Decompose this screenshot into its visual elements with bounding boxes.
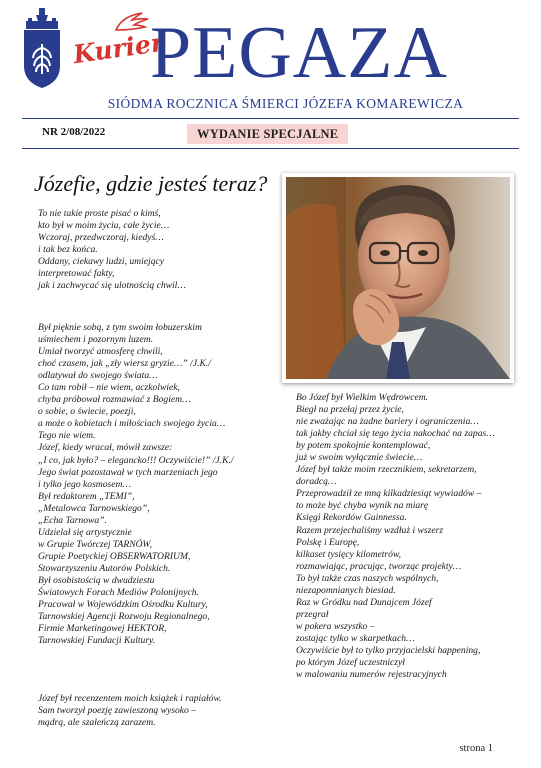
poem-line: uśmiechem i pozornym luzem. [38,334,154,346]
masthead-script-word: Kurier [71,27,166,70]
poem-line: rozmawiając, pracując, tworząc projekty… [296,560,462,572]
portrait-photo-frame [282,173,514,383]
poem-stanza-3 [38,693,222,729]
poem-line: Tarnowskiej Fundacji Kultury. [38,635,156,647]
divider-line [22,148,519,149]
poem-line: Światowych Forach Mediów Polonijnych. [38,587,199,599]
poem-line: nie zważając na żadne bariery i ograniczenia… [296,416,479,428]
poem-stanza-4 [296,392,495,681]
poem-line: To nie takie proste pisać o kimś, [38,208,161,219]
poem-line: Razem przejechaliśmy wzdłuż i wszerz [296,524,444,536]
poem-line: i tylko jego kosmosem… [38,478,131,490]
poem-stanza-1 [38,208,186,292]
poem-line: a może o kobietach i miłościach swojego życia… [38,418,226,430]
poem-line: Tarnowskiej Agencji Rozwoju Regionalnego, [38,611,210,623]
poem-line: o sobie, o świecie, poezji, [38,406,136,418]
poem-line: już w swoim wyłącznie świecie… [296,452,423,464]
poem-line: Grupie Poetyckiej OBSERWATORIUM, [38,550,191,562]
poem-line: Polskę i Europę, [296,536,360,548]
poem-line: Był osobistością w dwudziestu [38,574,155,586]
poem-line: przegrał [296,608,329,620]
poem-line: doradcą… [296,476,337,488]
poem-line: Raz w Gródku nad Dunajcem Józef [296,596,432,608]
poem-stanza-2 [38,322,234,647]
poem-line: Był redaktorem „TEMI”, [38,490,135,502]
poem-line: Firmie Marketingowej HEKTOR, [38,623,167,635]
divider-line [22,118,519,119]
poem-line: tak jakby chciał się tego życia nakochać na zapas… [296,428,495,440]
special-edition-badge: WYDANIE SPECJALNE [187,124,348,144]
portrait-illustration [286,177,510,379]
poem-line: kto był w moim życiu, całe życie… [38,220,170,232]
poem-line: Józef był także moim rzecznikiem, sekretarzem, [296,464,477,476]
poem-line: „Echa Tarnowa”. [38,514,107,526]
poem-line: mądrą, ale szaleńczą zarazem. [38,717,156,729]
poem-line: Co tam robił – nie wiem, aczkolwiek, [38,382,180,394]
city-crest-icon [22,8,62,90]
poem-line: Wczoraj, przedwczoraj, kiedyś… [38,232,164,244]
poem-line: niezapomnianych biesiad. [296,584,396,596]
poem-line: by potem spokojnie kontemplować, [296,440,431,452]
portrait-photo [286,177,510,379]
poem-line: To był także czas naszych wspólnych, [296,572,439,584]
masthead-title: PEGAZA [150,12,448,94]
poem-line: jak i zachwycać się ulotnością chwil… [38,280,186,292]
poem-line: interpretować fakty, [38,268,115,280]
poem-line: po którym Józef uczestniczył [296,657,405,669]
issue-number: NR 2/08/2022 [42,126,106,138]
poem-line: kilkaset tysięcy kilometrów, [296,548,402,560]
poem-line: to może być chyba wynik na miarę [296,500,429,512]
poem-line: Był pięknie sobą, z tym swoim łobuzerskim [38,322,202,333]
page-number: strona 1 [459,743,493,754]
poem-line: Udzielał się artystycznie [38,526,132,538]
poem-line: Przeprowadził ze mną kilkadziesiąt wywiadów – [296,488,482,500]
poem-line: chyba próbował rozmawiać z Bogiem… [38,394,191,406]
poem-line: w pokera wszystko – [296,620,375,632]
poem-line: Pracował w Wojewódzkim Ośrodku Kultury, [38,599,208,611]
poem-line: i tak bez końca. [38,244,98,256]
poem-line: zostając tylko w skarpetkach… [296,632,415,644]
poem-line: Jego świat pozostawał w tych marzeniach jego [38,466,218,478]
poem-line: Oczywiście był to tylko przyjacielski happening, [296,644,481,656]
poem-line: odlatywał do swojego świata… [38,370,158,382]
poem-line: Bo Józef był Wielkim Wędrowcem. [296,392,429,403]
masthead-subtitle: SIÓDMA ROCZNICA ŚMIERCI JÓZEFA KOMAREWICZA [107,96,464,111]
poem-line: Oddany, ciekawy ludzi, umiejący [38,256,165,268]
poem-line: Tego nie wiem. [38,430,96,442]
poem-line: „I co, jak było? – elegancko!!! Oczywiście!” /J.K./ [38,454,234,466]
poem-line: Umiał tworzyć atmosferę chwili, [38,346,163,358]
article-headline: Józefie, gdzie jesteś teraz? [34,171,268,196]
poem-line: „Metalowca Tarnowskiego”, [38,502,150,514]
poem-line: Józef był recenzentem moich książek i rapiałów. [38,693,222,704]
poem-line: Sam tworzył poezję zawieszoną wysoko – [38,705,197,717]
poem-line: Księgi Rekordów Guinnessa. [296,512,407,524]
poem-line: Stowarzyszeniu Autorów Polskich. [38,562,171,574]
poem-line: w Grupie Twórczej TARNÓW, [38,538,153,550]
poem-line: choć czasem, jak „zły wiersz gryzie…” /J.K./ [38,358,211,370]
poem-line: Józef, kiedy wracał, mówił zawsze: [38,442,173,454]
poem-line: Biegł na przełaj przez życie, [296,404,404,416]
poem-line: w malowaniu numerów rejestracyjnych [296,669,447,681]
